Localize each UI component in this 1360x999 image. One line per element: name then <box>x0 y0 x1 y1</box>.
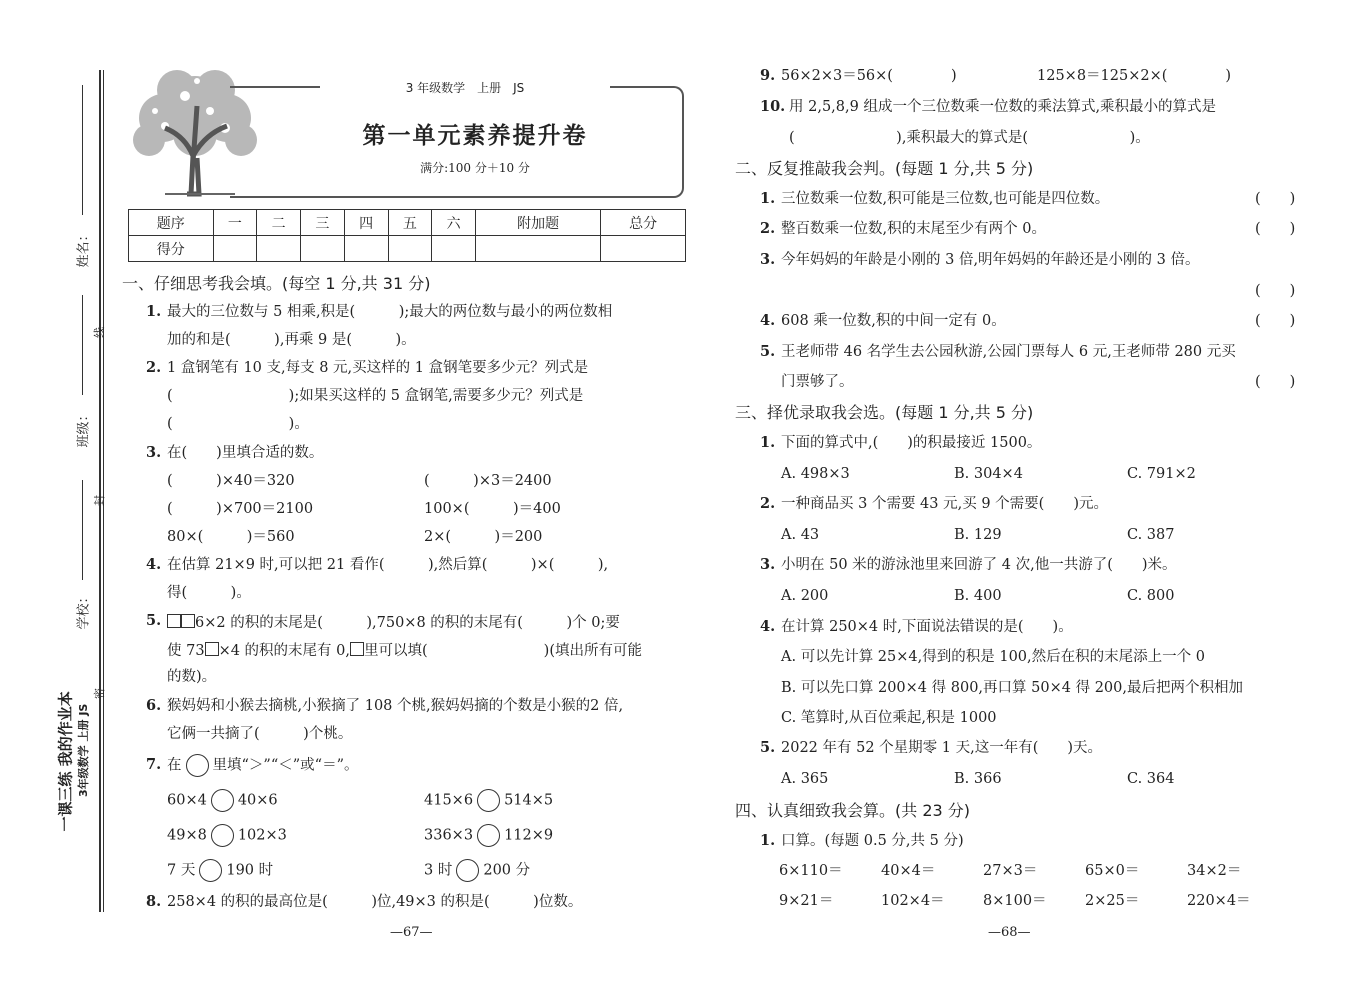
judge-number: 3. <box>760 251 776 268</box>
judge-answer-paren[interactable]: ( ) <box>1255 191 1296 207</box>
section-4-heading: 四、认真细致我会算。(共 23 分) <box>735 801 971 820</box>
circle-blank-icon[interactable] <box>477 789 500 812</box>
q1-line1: 最大的三位数与 5 相乘,积是( );最大的两位数与最小的两位数相 <box>167 304 613 320</box>
q10-line1: 用 2,5,8,9 组成一个三位数乘一位数的乘法算式,乘积最小的算式是 <box>789 99 1217 115</box>
choice-3-number: 3. <box>760 556 776 573</box>
q9-part-b: 125×8＝125×2×( ) <box>1037 68 1232 84</box>
name-label: 姓名： <box>76 228 92 268</box>
score-cell[interactable] <box>601 236 686 262</box>
choice-2-option: A. 43 <box>781 527 820 543</box>
score-header-cell: 五 <box>388 210 432 236</box>
q5-line2-b: ×4 的积的末尾有 0, <box>218 643 350 659</box>
q2-line1: 1 盒钢笔有 10 支,每支 8 元,买这样的 1 盒钢笔要多少元？列式是 <box>167 360 589 376</box>
score-table-header <box>129 210 686 236</box>
q1-line2: 加的和是( ),再乘 9 是( )。 <box>167 332 416 348</box>
section-2-heading: 二、反复推敲我会判。(每题 1 分,共 5 分) <box>735 159 1034 178</box>
school-underline <box>82 480 83 580</box>
judge-text: 今年妈妈的年龄是小刚的 3 倍,明年妈妈的年龄还是小刚的 3 倍。 <box>781 252 1200 268</box>
q5-line1 <box>167 614 620 631</box>
judge-answer-paren[interactable]: ( ) <box>1255 221 1296 237</box>
q3-number: 3. <box>146 444 162 461</box>
name-underline <box>82 85 83 215</box>
q7-item-left: 3 时 <box>424 862 453 879</box>
score-cell[interactable] <box>344 236 388 262</box>
q5-line1-text: 6×2 的积的末尾是( ),750×8 的积的末尾有( )个 0;要 <box>195 615 620 631</box>
q7-line1-b: 里填“＞”“＜”或“＝”。 <box>212 757 359 774</box>
binding-mark-close: 密 <box>93 688 106 699</box>
judge-text: 整百数乘一位数,积的末尾至少有两个 0。 <box>781 221 1046 237</box>
judge-number: 4. <box>760 312 776 329</box>
score-cell[interactable] <box>475 236 600 262</box>
series-logo-title: 一课三练 我的作业本 <box>56 691 75 832</box>
circle-blank-icon <box>186 754 209 777</box>
score-header-cell: 二 <box>257 210 301 236</box>
q7-item <box>167 789 278 812</box>
calc-item: 8×100＝ <box>983 893 1047 909</box>
school-label: 学校： <box>76 590 92 630</box>
binding-mark-line: 线 <box>93 327 106 338</box>
q2-number: 2. <box>146 359 162 376</box>
calc-item: 6×110＝ <box>779 863 843 879</box>
section-3-heading: 三、择优录取我会选。(每题 1 分,共 5 分) <box>735 403 1034 422</box>
judge-answer-paren[interactable]: ( ) <box>1255 313 1296 329</box>
choice-5-option: C. 364 <box>1127 771 1175 787</box>
q8-number: 8. <box>146 893 162 910</box>
judge-number: 5. <box>760 343 776 360</box>
score-header-cell: 总分 <box>601 210 686 236</box>
choice-1-option: A. 498×3 <box>781 466 850 482</box>
judge-answer-paren[interactable]: ( ) <box>1255 374 1296 390</box>
q7-item-left: 49×8 <box>167 827 207 844</box>
choice-3-text: 小明在 50 米的游泳池里来回游了 4 次,他一共游了( )米。 <box>781 557 1177 573</box>
q4-number: 4. <box>146 556 162 573</box>
score-table-row <box>129 236 686 262</box>
judge-text-cont: 门票够了。 <box>781 374 854 390</box>
q7-number: 7. <box>146 756 162 773</box>
choice-1-option: C. 791×2 <box>1127 466 1196 482</box>
circle-blank-icon[interactable] <box>211 789 234 812</box>
choice-2-number: 2. <box>760 495 776 512</box>
page-number-right: —68— <box>988 925 1031 940</box>
score-table <box>128 209 686 262</box>
choice-4-number: 4. <box>760 618 776 635</box>
judge-text: 三位数乘一位数,积可能是三位数,也可能是四位数。 <box>781 191 1110 207</box>
q5-number: 5. <box>146 612 162 629</box>
choice-2-option: B. 129 <box>954 527 1002 543</box>
score-header-cell: 四 <box>344 210 388 236</box>
q10-line2: ( ),乘积最大的算式是( )。 <box>789 130 1150 146</box>
q7-item-left: 60×4 <box>167 792 207 809</box>
q7-line1-a: 在 <box>167 757 182 774</box>
calc-item: 2×25＝ <box>1085 893 1140 909</box>
blank-square-icon <box>167 614 181 628</box>
q6-line2: 它俩一共摘了( )个桃。 <box>167 726 353 742</box>
choice-4-option-a: A. 可以先计算 25×4,得到的积是 100,然后在积的末尾添上一个 0 <box>781 649 1205 665</box>
q3-item-d: 100×( )＝400 <box>424 501 561 517</box>
judge-number: 2. <box>760 220 776 237</box>
calc-item: 9×21＝ <box>779 893 834 909</box>
q10-number: 10. <box>760 98 786 115</box>
q7-item <box>167 859 273 882</box>
subject-label: 3 年级数学 上册 JS <box>320 79 610 96</box>
score-cell[interactable] <box>388 236 432 262</box>
choice-1-number: 1. <box>760 434 776 451</box>
calc-item: 27×3＝ <box>983 863 1038 879</box>
q7-line1 <box>167 754 358 777</box>
choice-4-option-b: B. 可以先口算 200×4 得 800,再口算 50×4 得 200,最后把两个积相加 <box>781 680 1243 696</box>
q7-item-right: 40×6 <box>237 792 278 809</box>
section-1-heading: 一、仔细思考我会填。(每空 1 分,共 31 分) <box>122 274 431 293</box>
circle-blank-icon[interactable] <box>477 824 500 847</box>
calc-item: 34×2＝ <box>1187 863 1242 879</box>
class-underline <box>82 295 83 395</box>
score-row-label: 得分 <box>129 236 214 262</box>
q6-line1: 猴妈妈和小猴去摘桃,小猴摘了 108 个桃,猴妈妈摘的个数是小猴的2 倍, <box>167 698 624 714</box>
score-cell[interactable] <box>257 236 301 262</box>
choice-5-number: 5. <box>760 739 776 756</box>
s4-q1-number: 1. <box>760 832 776 849</box>
q7-item-right: 112×9 <box>504 827 554 844</box>
choice-2-text: 一种商品买 3 个需要 43 元,买 9 个需要( )元。 <box>781 496 1108 512</box>
q2-line3: ( )。 <box>167 416 309 432</box>
calc-item: 65×0＝ <box>1085 863 1140 879</box>
q7-item-right: 200 分 <box>483 862 531 879</box>
circle-blank-icon[interactable] <box>199 859 222 882</box>
choice-1-option: B. 304×4 <box>954 466 1023 482</box>
q7-item <box>424 824 553 847</box>
q3-line1: 在( )里填合适的数。 <box>167 445 324 461</box>
s4-q1-text: 口算。(每题 0.5 分,共 5 分) <box>781 833 964 849</box>
q7-item-right: 514×5 <box>504 792 554 809</box>
choice-1-text: 下面的算式中,( )的积最接近 1500。 <box>781 435 1042 451</box>
q4-line1: 在估算 21×9 时,可以把 21 看作( ),然后算( )×( ), <box>167 557 609 573</box>
q7-item-left: 7 天 <box>167 862 196 879</box>
q5-line2 <box>167 642 642 659</box>
calc-item: 220×4＝ <box>1187 893 1251 909</box>
score-header-cell: 题序 <box>129 210 214 236</box>
circle-blank-icon[interactable] <box>456 859 479 882</box>
q7-item <box>424 859 530 882</box>
q7-item-right: 190 时 <box>226 862 274 879</box>
choice-2-option: C. 387 <box>1127 527 1175 543</box>
page-number-left: —67— <box>390 925 433 940</box>
q4-line2: 得( )。 <box>167 585 251 601</box>
circle-blank-icon[interactable] <box>211 824 234 847</box>
q9-number: 9. <box>760 67 776 84</box>
choice-5-option: B. 366 <box>954 771 1002 787</box>
full-score-info: 满分:100 分＋10 分 <box>420 161 530 175</box>
score-header-cell: 一 <box>213 210 257 236</box>
q5-line2-a: 使 73 <box>167 643 205 659</box>
score-header-cell: 附加题 <box>475 210 600 236</box>
q7-item-right: 102×3 <box>237 827 287 844</box>
q3-item-b: ( )×3＝2400 <box>424 473 552 489</box>
q1-number: 1. <box>146 303 162 320</box>
series-logo-sub: 3年级数学 上册 JS <box>77 703 90 797</box>
score-cell[interactable] <box>301 236 345 262</box>
q7-item-left: 336×3 <box>424 827 474 844</box>
q9-part-a: 56×2×3＝56×( ) <box>781 68 957 84</box>
choice-5-option: A. 365 <box>781 771 829 787</box>
calc-item: 102×4＝ <box>881 893 945 909</box>
q3-item-c: ( )×700＝2100 <box>167 501 314 517</box>
judge-number: 1. <box>760 190 776 207</box>
q5-line3: 的数)。 <box>167 669 217 685</box>
class-label: 班级： <box>76 408 92 448</box>
blank-square-icon <box>350 642 364 656</box>
judge-answer-paren[interactable]: ( ) <box>1255 283 1296 299</box>
q3-item-f: 2×( )＝200 <box>424 529 543 545</box>
q7-item <box>424 789 553 812</box>
score-cell[interactable] <box>213 236 257 262</box>
score-header-cell: 六 <box>432 210 476 236</box>
choice-4-text: 在计算 250×4 时,下面说法错误的是( )。 <box>781 619 1073 635</box>
q3-item-a: ( )×40＝320 <box>167 473 295 489</box>
q5-line2-c: 里可以填( )(填出所有可能 <box>364 643 642 659</box>
choice-4-option-c: C. 笔算时,从百位乘起,积是 1000 <box>781 710 997 726</box>
binding-mark-seal: 封 <box>93 495 106 506</box>
choice-3-option: B. 400 <box>954 588 1002 604</box>
calc-item: 40×4＝ <box>881 863 936 879</box>
choice-5-text: 2022 年有 52 个星期零 1 天,这一年有( )天。 <box>781 740 1103 756</box>
choice-3-option: A. 200 <box>781 588 829 604</box>
q7-item-left: 415×6 <box>424 792 474 809</box>
blank-square-icon <box>181 614 195 628</box>
q3-item-e: 80×( )＝560 <box>167 529 295 545</box>
blank-square-icon <box>205 642 219 656</box>
q8-line1: 258×4 的积的最高位是( )位,49×3 的积是( )位数。 <box>167 894 583 910</box>
judge-text: 王老师带 46 名学生去公园秋游,公园门票每人 6 元,王老师带 280 元买 <box>781 344 1236 360</box>
q6-number: 6. <box>146 697 162 714</box>
judge-text: 608 乘一位数,积的中间一定有 0。 <box>781 313 1006 329</box>
choice-3-option: C. 800 <box>1127 588 1175 604</box>
score-header-cell: 三 <box>301 210 345 236</box>
score-cell[interactable] <box>432 236 476 262</box>
q2-line2: ( );如果买这样的 5 盒钢笔,需要多少元？列式是 <box>167 388 584 404</box>
q7-item <box>167 824 287 847</box>
page-title: 第一单元素养提升卷 <box>362 122 588 149</box>
